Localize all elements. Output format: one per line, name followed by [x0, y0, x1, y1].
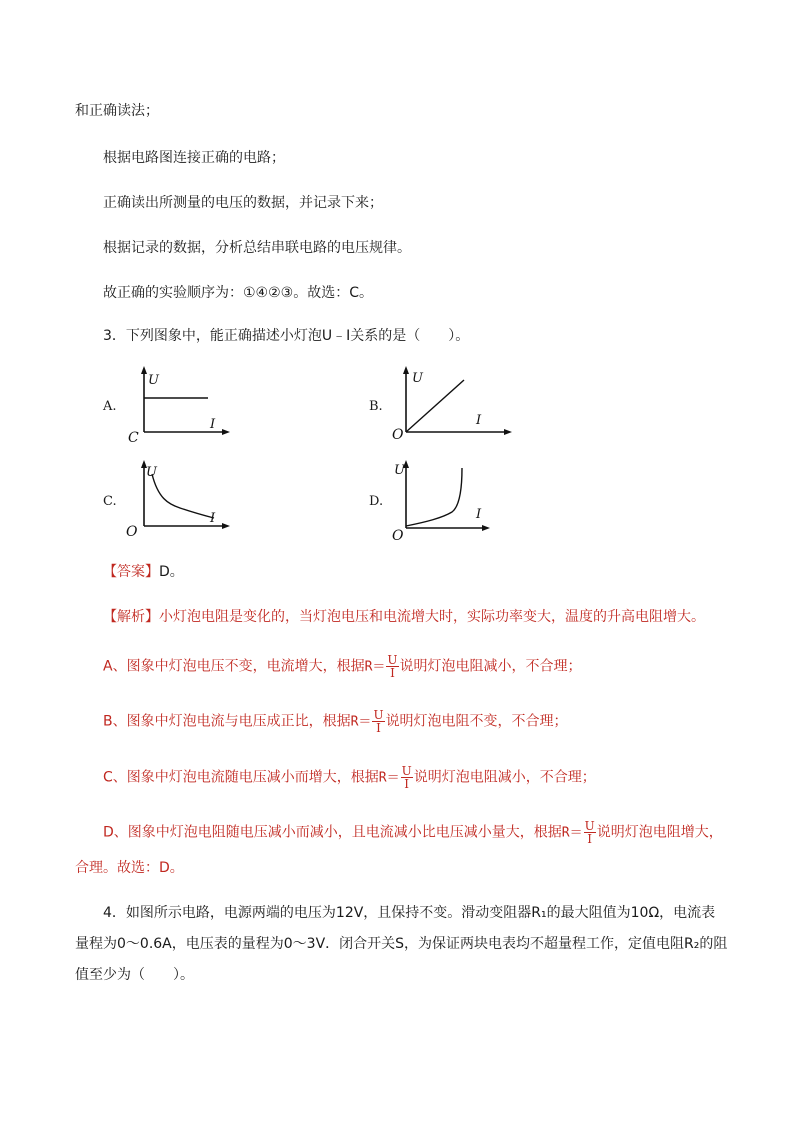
graph-b-curve: [406, 380, 464, 432]
analysis-d-after: 说明灯泡电阻增大，: [596, 824, 723, 841]
formula-num-b: U: [373, 708, 384, 722]
formula-num-c: U: [401, 764, 412, 778]
analysis-d-before: D、图象中灯泡电阻随电压减小而减小，且电流减小比电压减小量大，根据: [103, 824, 562, 841]
graph-c-origin: O: [126, 524, 138, 538]
formula-prefix-d: R＝: [561, 825, 583, 841]
analysis-item-d-cont: 合理。故选：D。: [75, 860, 184, 876]
graph-c-curve: [152, 474, 214, 518]
formula-fraction-c: [401, 765, 413, 790]
formula-fraction-d: [584, 820, 596, 845]
question-3-stem: 3．下列图象中，能正确描述小灯泡U﹣I关系的是（ ）。: [103, 328, 470, 344]
analysis-item-d: [103, 820, 723, 845]
graph-d-x-label: I: [476, 507, 482, 522]
question-4-line-1: 4．如图所示电路，电源两端的电压为12V，且保持不变。滑动变阻器R₁的最大阻值为10Ω，电流表: [103, 905, 716, 921]
graph-b-y-label: U: [412, 371, 423, 386]
option-b-graph: [390, 364, 520, 444]
paragraph-2: 根据电路图连接正确的电路；: [103, 150, 285, 166]
paragraph-4: 根据记录的数据，分析总结串联电路的电压规律。: [103, 240, 411, 256]
option-d-label: D.: [369, 494, 384, 509]
analysis-c-after: 说明灯泡电阻减小，不合理；: [413, 769, 596, 786]
paragraph-1: 和正确读法；: [75, 103, 159, 119]
analysis-b-before: B、图象中灯泡电流与电压成正比，根据: [103, 713, 351, 730]
formula-den-d: I: [587, 832, 593, 846]
formula-den-a: I: [390, 666, 395, 680]
analysis-a-before: A、图象中灯泡电压不变，电流增大，根据: [103, 658, 365, 675]
option-a-label: A.: [103, 399, 117, 414]
graph-b-origin: O: [392, 427, 404, 443]
formula-fraction-b: [372, 709, 384, 734]
analysis-line: [103, 607, 705, 627]
analysis-tag: 【解析】: [103, 609, 159, 625]
option-c-label: C.: [103, 494, 117, 509]
formula-den-c: I: [404, 777, 410, 791]
graph-c-x-label: I: [210, 511, 216, 526]
option-a-graph: [124, 364, 234, 444]
graph-a-y-label: U: [148, 373, 159, 388]
graph-d-curve: [406, 468, 462, 526]
answer-line: [103, 562, 184, 582]
question-4-line-3: 值至少为（ ）。: [75, 967, 194, 983]
formula-fraction-a: [386, 654, 398, 679]
formula-den-b: I: [376, 721, 381, 735]
formula-num-d: U: [584, 819, 595, 833]
answer-tag: 【答案】: [103, 564, 159, 580]
analysis-item-b: [103, 709, 568, 734]
analysis-text: 小灯泡电阻是变化的，当灯泡电压和电流增大时，实际功率变大，温度的升高电阻增大。: [159, 609, 705, 625]
analysis-b-after: 说明灯泡电阻不变，不合理；: [385, 713, 568, 730]
paragraph-5: 故正确的实验顺序为：①④②③。故选：C。: [103, 285, 373, 301]
formula-num-a: U: [387, 653, 398, 667]
option-c-graph: [124, 458, 234, 538]
option-d-graph: [390, 456, 500, 542]
graph-a-x-label: I: [210, 417, 216, 432]
analysis-a-after: 说明灯泡电阻减小，不合理；: [399, 658, 582, 675]
analysis-item-a: [103, 654, 582, 679]
formula-prefix-b: R＝: [350, 714, 372, 730]
formula-prefix-a: R＝: [364, 659, 386, 675]
option-b-label: B.: [369, 399, 383, 414]
graph-d-y-label: U: [394, 463, 405, 478]
answer-value: D。: [159, 564, 184, 580]
graph-a-origin: C: [128, 430, 139, 444]
question-4-line-2: 量程为0～0.6A，电压表的量程为0～3V．闭合开关S，为保证两块电表均不超量程工作，定值电阻R₂的阻: [75, 936, 728, 952]
graph-c-y-label: U: [146, 465, 157, 480]
graph-b-x-label: I: [476, 413, 482, 428]
analysis-item-c: [103, 765, 596, 790]
graph-d-origin: O: [392, 528, 404, 542]
analysis-c-before: C、图象中灯泡电流随电压减小而增大，根据: [103, 769, 379, 786]
paragraph-3: 正确读出所测量的电压的数据，并记录下来；: [103, 195, 383, 211]
formula-prefix-c: R＝: [378, 770, 400, 786]
